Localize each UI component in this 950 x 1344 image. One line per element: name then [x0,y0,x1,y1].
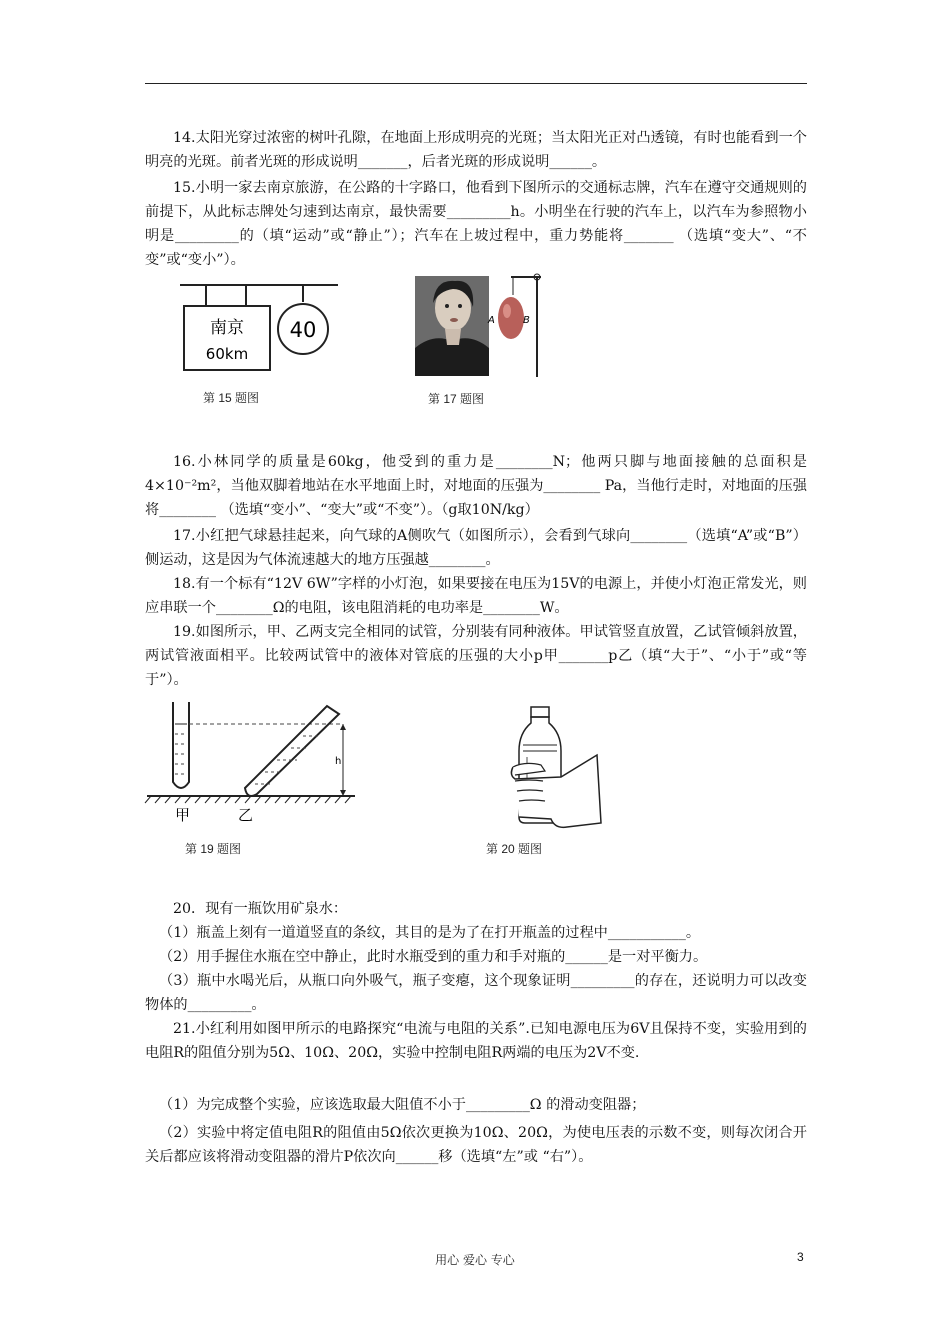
question-20-part-1: （1）瓶盖上刻有一道道竖直的条纹，其目的是为了在打开瓶盖的过程中___________。 [159,925,701,941]
question-17: 17.小红把气球悬挂起来，向气球的A侧吹气（如图所示），会看到气球向________（选填“A”或“B”）侧运动，这是因为气体流速越大的地方压强越________。 [145,528,807,568]
figure-17-caption: 第 17 题图 [428,392,485,406]
figure-15-caption: 第 15 题图 [203,391,260,405]
question-21: 21.小红利用如图甲所示的电路探究“电流与电阻的关系”.已知电源电压为6V且保持不变，实验用到的电阻R的阻值分别为5Ω、10Ω、20Ω，实验中控制电阻R两端的电压为2V不变. [145,1021,807,1061]
tube-yi-label: 乙 [238,806,254,824]
question-20-part-2: （2）用手握住水瓶在空中静止，此时水瓶受到的重力和手对瓶的______是一对平衡力。 [159,949,708,965]
tube-jia-label: 甲 [175,806,191,824]
figure-17-balloon-photo [415,273,555,378]
header-rule [145,83,807,84]
question-14: 14.太阳光穿过浓密的树叶孔隙，在地面上形成明亮的光斑；当太阳光正对凸透镜，有时也能看到一个明亮的光斑。前者光斑的形成说明_______，后者光斑的形成说明______。 [145,130,807,170]
balloon-side-b-label: B [523,315,530,326]
page-number: 3 [797,1250,804,1264]
figure-15-traffic-sign [180,284,340,384]
question-16: 16.小林同学的质量是60kg，他受到的重力是________N；他两只脚与地面接触的总面积是4×10⁻²m²，当他双脚着地站在水平地面上时，对地面的压强为________ Pa，当他行走时，对地面的压强将________ （选填“变小”、“变大”或“不变”）。（g取10N/kg） [145,454,807,518]
figure-19-test-tubes [145,700,360,825]
question-20-part-3: （3）瓶中水喝光后，从瓶口向外吸气，瓶子变瘪，这个现象证明_________的存在，还说明力可以改变物体的_________。 [145,973,807,1013]
page-footer: 用心 爱心 专心 [435,1253,515,1267]
balloon-side-a-label: A [488,315,495,326]
question-18: 18.有一个标有“12V 6W”字样的小灯泡，如果要接在电压为15V的电源上，并使小灯泡正常发光，则应串联一个________Ω的电阻，该电阻消耗的电功率是________W。 [145,576,807,616]
figure-20-water-bottle [505,705,605,830]
figure-19-caption: 第 19 题图 [185,842,242,856]
question-20-intro: 20．现有一瓶饮用矿泉水： [173,901,348,917]
figure-20-caption: 第 20 题图 [486,842,543,856]
speed-limit-label: 40 [289,318,317,342]
question-19: 19.如图所示，甲、乙两支完全相同的试管，分别装有同种液体。甲试管竖直放置，乙试管倾斜放置，两试管液面相平。比较两试管中的液体对管底的压强的大小p甲_______p乙（填“大于”、“小于”或“等于”）。 [145,624,807,688]
sign-city-label: 南京 [210,318,244,338]
height-label: h [335,756,342,767]
sign-distance-label: 60km [205,345,249,363]
question-21-part-1: （1）为完成整个实验，应该选取最大阻值不小于_________Ω 的滑动变阻器； [159,1097,646,1113]
question-21-part-2: （2）实验中将定值电阻R的阻值由5Ω依次更换为10Ω、20Ω，为使电压表的示数不变，则每次闭合开关后都应该将滑动变阻器的滑片P依次向______移（选填“左”或 “右”）。 [145,1125,807,1165]
question-15: 15.小明一家去南京旅游，在公路的十字路口，他看到下图所示的交通标志牌，汽车在遵守交通规则的前提下，从此标志牌处匀速到达南京，最快需要_________h。小明坐在行驶的汽车上，以汽车为参照物小明是_________的（填“运动”或“静止”）；汽车在上坡过程中，重力势能将_______ （选填“变大”、“不变”或“变小”）。 [145,180,807,268]
